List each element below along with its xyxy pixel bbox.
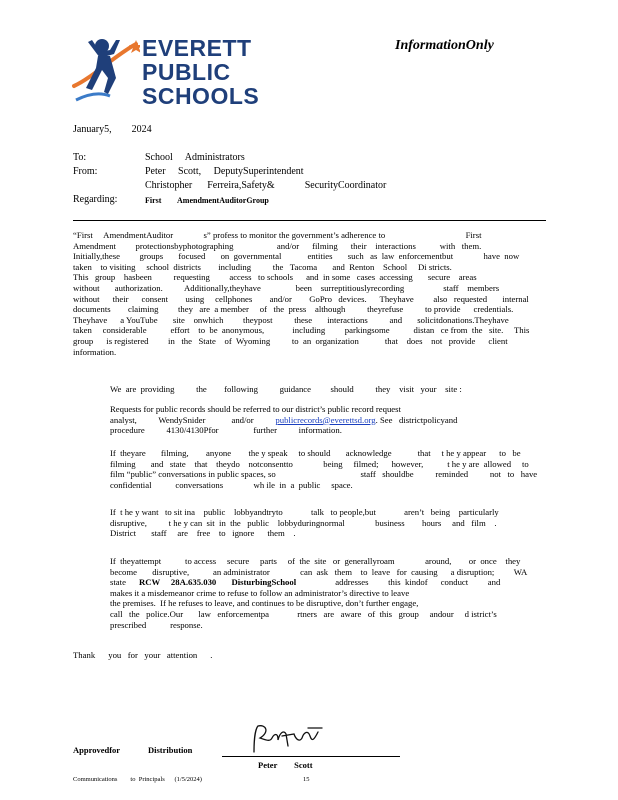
intro-line: Theyhave a YouTube site onwhich theypost these interactions and solicitdonations.Theyhave: [73, 314, 509, 325]
to-label: To:: [73, 152, 87, 163]
bullet-line: procedure 4130/4130Pfor further information.: [110, 425, 342, 436]
bullet-line: film “public” conversations in public spaces, so staff shouldbe reminded not to have: [110, 469, 538, 480]
signature-image: [248, 722, 328, 756]
intro-line: without authorization. Additionally,theyhave been surreptitiouslyrecording staff members: [73, 282, 500, 293]
closing-line: Thank you for your attention .: [73, 650, 213, 660]
regarding-label: Regarding:: [73, 194, 118, 205]
district-logo: [70, 34, 260, 110]
bullet-line: [110, 577, 530, 588]
distribution-label: Distribution: [148, 745, 193, 755]
bullet-line: disruptive, t he y can sit in the public lobbyduringnormal business hours and film .: [110, 517, 497, 528]
bullet-secure-areas: [110, 556, 530, 630]
signature-line: [222, 756, 400, 757]
intro-line: This group hasbeen requesting access to schools and in some cases accessing secure areas: [73, 272, 477, 283]
logo-line-public: PUBLIC: [142, 59, 231, 85]
bullet-line: If theyare filming, anyone the y speak to should acknowledge that t he y appear to be: [110, 448, 521, 458]
bullet-line: call the police.Our law enforcementpa rtners are aware of this group andour d istrict’s: [110, 608, 497, 619]
logo-line-everett: EVERETT: [142, 35, 252, 61]
bullet-line: Requests for public records should be referred to our district’s public record request: [110, 404, 401, 414]
footer-text: Communications to Principals (1/5/2024): [73, 776, 202, 783]
memo-date: January5, 2024: [73, 124, 152, 135]
bullet-line: confidential conversations wh ile in a public space.: [110, 479, 353, 490]
to-value: School Administrators: [145, 152, 245, 163]
logo-line-schools: SCHOOLS: [142, 83, 260, 109]
intro-line: documents claiming they are a member of the press although theyrefuse to provide credentials.: [73, 304, 514, 315]
intro-line: without their consent using cellphones and/or GoPro devices. Theyhave also requested internal: [73, 293, 529, 304]
bullet-lobby: [110, 507, 530, 539]
intro-line: information.: [73, 346, 117, 357]
bullet-line: If t he y want to sit ina public lobbyandtryto talk to people,but aren’t being particularly: [110, 507, 499, 517]
bullet-filming: [110, 448, 538, 490]
bullet-line: District staff are free to ignore them .: [110, 528, 296, 539]
guidance-intro: We are providing the following guidance should they visit your site :: [110, 384, 462, 394]
bullet-line: makes it a misdemeanor crime to refuse to follow an administrator’s directive to leave: [110, 587, 410, 598]
bullet-line: If theyattempt to access secure parts of the site or generallyroam around, or once they: [110, 556, 521, 566]
intro-line: Amendment protectionsbyphotographing and/or filming their interactions with them.: [73, 240, 482, 251]
bullet-line: the premises. If he refuses to leave, and continues to be disruptive, don’t further engage,: [110, 598, 419, 609]
regarding-value: First AmendmentAuditorGroup: [145, 196, 269, 205]
intro-line: Initially,these groups focused on governmental entities such as law enforcementbut have now: [73, 251, 520, 262]
bullet-line: [110, 415, 530, 426]
intro-line: taken to visiting school districts including the Tacoma and Renton School Di stricts.: [73, 261, 452, 272]
intro-line: group is registered in the State of Wyoming to an organization that does not provide client: [73, 335, 508, 346]
header-divider: [73, 220, 546, 221]
bullet-text: . See districtpolicyand: [375, 414, 458, 425]
intro-paragraph: [73, 230, 543, 357]
rcw-citation: RCW 28A.635.030 DisturbingSchool: [138, 577, 297, 588]
bullet-public-records: [110, 404, 530, 436]
from-label: From:: [73, 166, 98, 177]
logo-figure-icon: [70, 34, 140, 110]
bullet-line: prescribed response.: [110, 619, 203, 630]
information-only-label: InformationOnly: [395, 38, 494, 53]
public-records-email-link[interactable]: publicrecords@everettsd.org: [275, 414, 376, 425]
bullet-text: analyst, WendySnider and/or: [110, 414, 254, 425]
from-value-1: Peter Scott, DeputySuperintendent: [145, 166, 304, 177]
intro-line: “First AmendmentAuditor s” profess to monitor the government’s adherence to First: [73, 230, 482, 240]
bullet-line: filming and state that theydo notconsentto being filmed; however, t he y are allowed to: [110, 458, 529, 469]
intro-line: taken considerable effort to be anonymous, including parkingsome distan ce from the site. This: [73, 325, 530, 336]
from-value-2: Christopher Ferreira,Safety& SecurityCoordinator: [145, 180, 387, 191]
bullet-text: state: [110, 577, 139, 588]
signer-name: Peter Scott: [258, 760, 313, 770]
bullet-text: addresses this kindof conduct and: [296, 577, 501, 588]
approved-for-label: Approvedfor: [73, 745, 121, 755]
bullet-line: become disruptive, an administrator can ask them to leave for causing a disruption; WA: [110, 566, 528, 577]
page-number: 15: [303, 776, 310, 783]
